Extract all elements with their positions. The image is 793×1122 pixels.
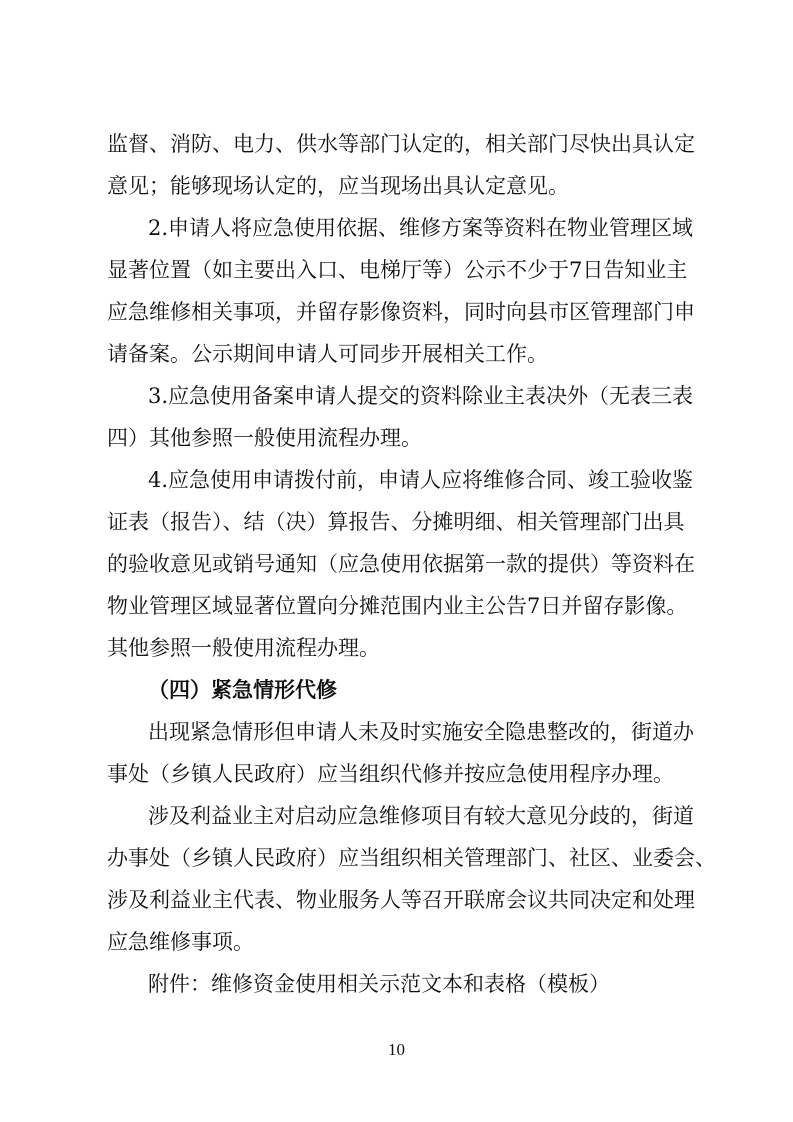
text-line: 涉及利益业主代表、物业服务人等召开联席会议共同决定和处理 [107,888,695,912]
text-line: 2.申请人将应急使用依据、维修方案等资料在物业管理区域 [148,216,694,240]
text-line: 出现紧急情形但申请人未及时实施安全隐患整改的，街道办 [148,720,694,744]
text-line: 的验收意见或销号通知（应急使用依据第一款的提供）等资料在 [107,552,695,576]
text-line: 事处（乡镇人民政府）应当组织代修并按应急使用程序办理。 [107,762,674,786]
text-line: 物业管理区域显著位置向分摊范围内业主公告7日并留存影像。 [107,594,688,618]
text-line: 其他参照一般使用流程办理。 [107,636,380,660]
page-number: 10 [388,1040,405,1059]
text-line: 涉及利益业主对启动应急维修项目有较大意见分歧的，街道 [148,804,694,828]
text-line: 显著位置（如主要出入口、电梯厅等）公示不少于7日告知业主 [107,258,688,282]
text-line: 四）其他参照一般使用流程办理。 [107,426,422,450]
text-line: 请备案。公示期间申请人可同步开展相关工作。 [107,342,548,366]
text-line: 监督、消防、电力、供水等部门认定的，相关部门尽快出具认定 [107,132,695,156]
text-line: 4.应急使用申请拨付前，申请人应将维修合同、竣工验收鉴 [148,468,694,492]
attachment-line: 附件：维修资金使用相关示范文本和表格（模板） [148,972,610,996]
section-heading: （四）紧急情形代修 [148,678,337,702]
text-line: 应急维修相关事项，并留存影像资料，同时向县市区管理部门申 [107,300,695,324]
text-line: 3.应急使用备案申请人提交的资料除业主表决外（无表三表 [148,384,694,408]
text-line: 应急维修事项。 [107,930,254,954]
text-line: 意见；能够现场认定的，应当现场出具认定意见。 [107,174,569,198]
text-line: 证表（报告）、结（决）算报告、分摊明细、相关管理部门出具 [107,510,685,534]
text-line: 办事处（乡镇人民政府）应当组织相关管理部门、社区、业委会、 [107,846,716,870]
